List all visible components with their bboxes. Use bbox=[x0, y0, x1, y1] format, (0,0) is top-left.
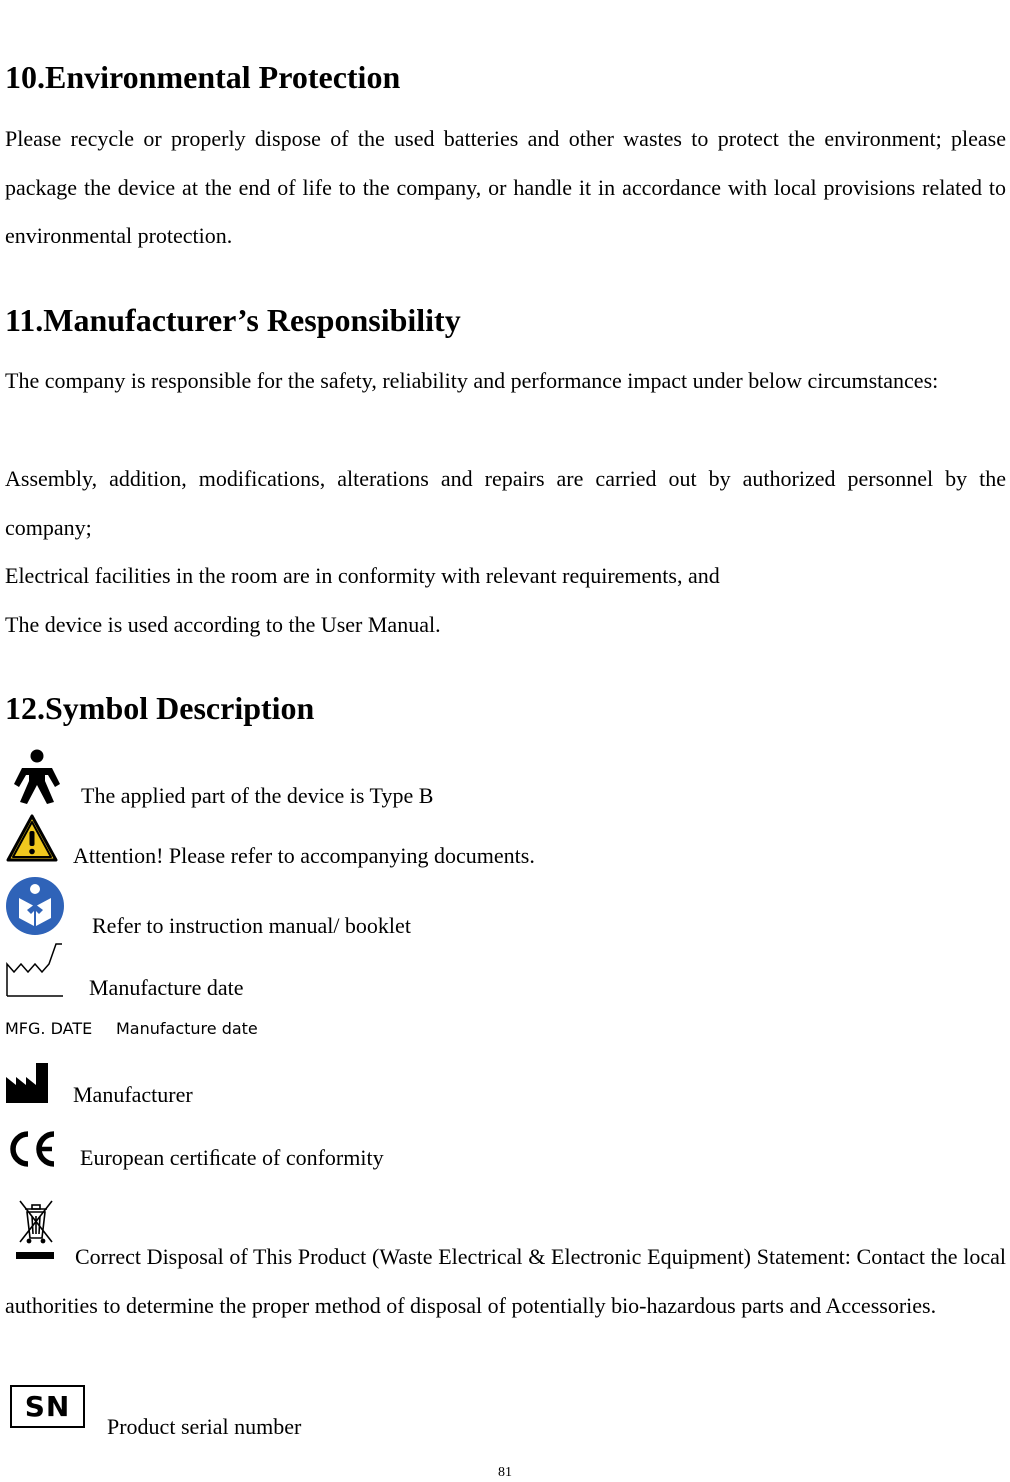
heading-symbol-description: 12.Symbol Description bbox=[5, 690, 315, 726]
warning-triangle-icon bbox=[6, 814, 58, 862]
serial-number-text: Product serial number bbox=[107, 1414, 302, 1439]
ce-mark-icon bbox=[6, 1130, 58, 1168]
mfg-date-description: Manufacture date bbox=[116, 1019, 258, 1038]
environmental-paragraph: Please recycle or properly dispose of the used batteries and other wastes to protect the environment; please package the device at the end of life to the company, or handle it in accordance with local provisions related to environmental protection. bbox=[5, 126, 1006, 248]
responsibility-item-electrical: Electrical facilities in the room are in conformity with relevant requirements, and bbox=[5, 563, 720, 588]
attention-text: Attention! Please refer to accompanying documents. bbox=[73, 843, 535, 868]
ce-text: European certiﬁcate of conformity bbox=[80, 1145, 384, 1170]
manual-text: Refer to instruction manual/ booklet bbox=[92, 913, 411, 938]
instruction-manual-icon bbox=[5, 876, 65, 936]
manufacture-date-icon bbox=[6, 942, 64, 998]
heading-environmental-protection: 10.Environmental Protection bbox=[5, 59, 401, 95]
responsibility-intro: The company is responsible for the safety, reliability and performance impact under below circumstances: bbox=[5, 368, 939, 393]
type-b-text: The applied part of the device is Type B bbox=[81, 783, 434, 808]
serial-number-icon: SN bbox=[10, 1385, 85, 1428]
manufacture-date-text: Manufacture date bbox=[89, 975, 244, 1000]
heading-manufacturer-responsibility: 11.Manufacturer’s Responsibility bbox=[5, 302, 461, 338]
weee-statement: Correct Disposal of This Product (Waste Electrical & Electronic Equipment) Statement: Contact the local authorities to determine the proper method of disposal of potentially bio-hazardous parts and Accessories. bbox=[5, 1244, 1006, 1318]
mfg-date-label: MFG. DATE bbox=[5, 1019, 93, 1038]
responsibility-item-user-manual: The device is used according to the User Manual. bbox=[5, 612, 441, 637]
page-number: 81 bbox=[498, 1465, 512, 1480]
responsibility-item-assembly: Assembly, addition, modifications, alterations and repairs are carried out by authorized personnel by the company; bbox=[5, 466, 1006, 540]
type-b-person-icon bbox=[12, 748, 62, 804]
manufacturer-text: Manufacturer bbox=[73, 1082, 193, 1107]
manufacturer-factory-icon bbox=[6, 1063, 48, 1103]
